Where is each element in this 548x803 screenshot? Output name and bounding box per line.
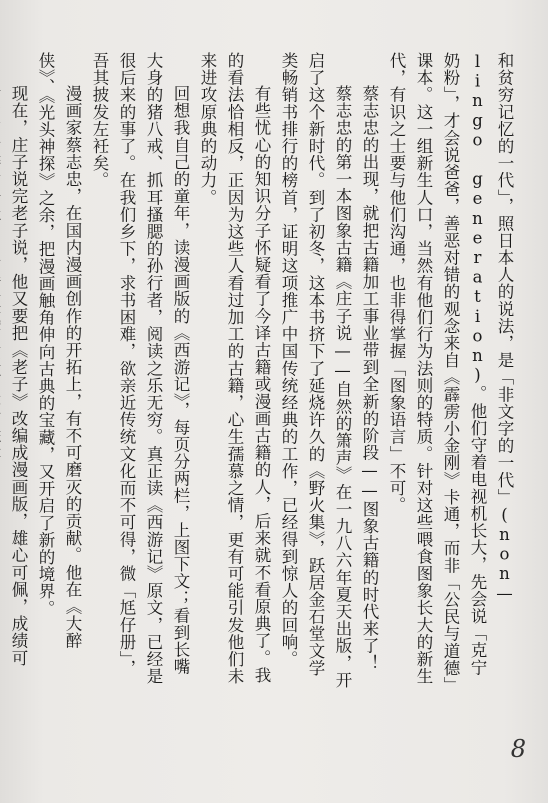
paragraph-6: 漫画家蔡志忠，在国内漫画创作的开拓上，有不可磨灭的贡献。他在《大醉侠》、《光头神探》之余，把漫画触角伸向古典的宝藏，又开启了新的境界。	[36, 52, 82, 650]
paragraph-3: 蔡志忠的第一本图象古籍《庄子说——自然的箫声》在一九八六年夏天出版，开启了这个新时代。到了初冬，这本书挤下了延烧许久的《野火集》，跃居金石堂文学类畅销书排行的榜首，证明这项推广中国传统经典的工作，已经得到惊人的回响。	[279, 52, 352, 689]
paragraph-5: 回想我自己的童年，读漫画版的《西游记》，每页分两栏，上图下文；看到长嘴大身的猪八戒、抓耳搔腮的孙行者，阅读之乐无穷。真正读《西游记》原文，已经是很后来的事了。在我们乡下，求书困难，欲亲近传统文化而不可得，微「尪仔册」，吾其披发左衽矣。	[90, 52, 190, 685]
paragraph-4: 有些忧心的知识分子怀疑看了今译古籍或漫画古籍的人，后来就不看原典了。我的看法恰相反，正因为这些人看过加工的古籍，心生孺慕之情，更有可能引发他们未来进攻原典的动力。	[198, 52, 271, 685]
paragraph-1: 和贫穷记忆的一代」，照日本人的说法，是「非文字的一代」(non—lingo generation)。他们守着电视机长大，先会说「克宁奶粉」，才会说爸爸，善恶对错的观念来自《霹雳小金刚》卡通，而非「公民与道德」课本。这一组新生人口，当然有他们行为法则的特质。针对这些喂食图象长大的新生代，有识之士要与他们沟通，也非得掌握「图象语言」不可。	[387, 52, 514, 686]
paragraph-2: 蔡志忠的出现，就把古籍加工事业带到全新的阶段——图象古籍的时代来了！	[360, 85, 379, 672]
vertical-text-body	[0, 52, 518, 692]
paragraph-7: 现在，庄子说完老子说，他又要把《老子》改编成漫画版，雄心可佩，成绩可	[9, 85, 28, 667]
page-number: 8	[510, 735, 526, 763]
